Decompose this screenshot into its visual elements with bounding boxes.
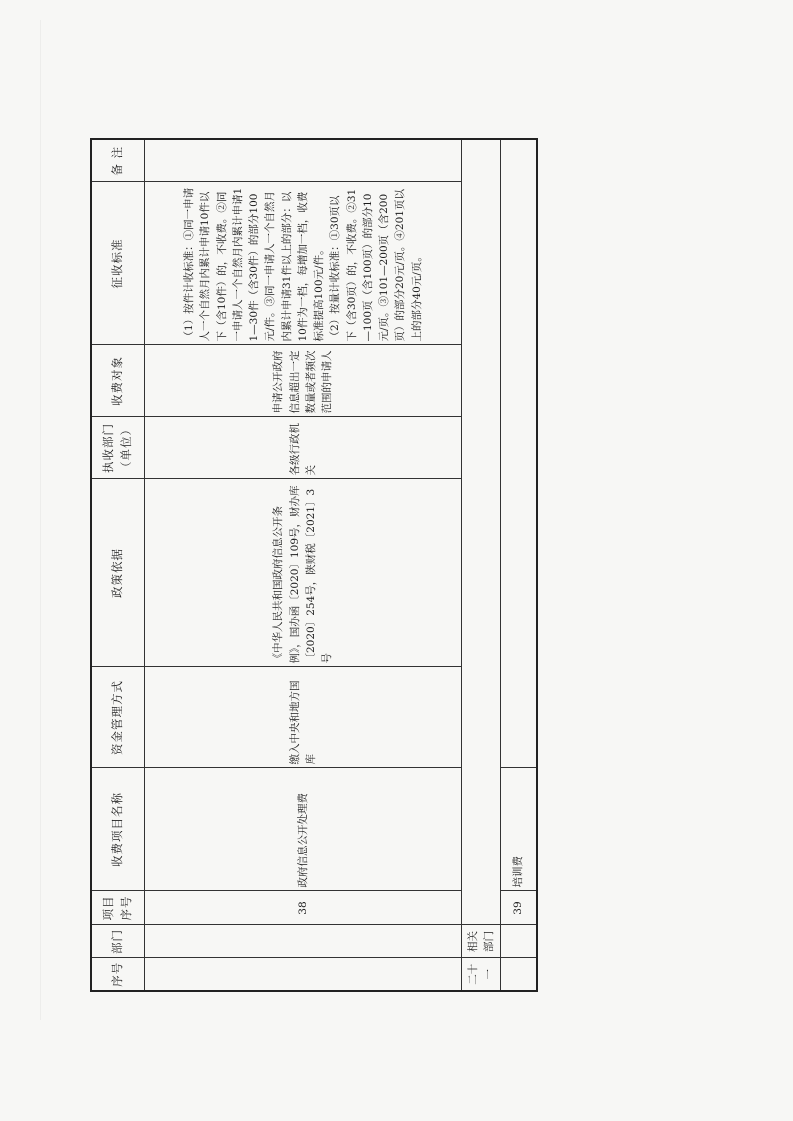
cell-item-seq: 38	[145, 891, 462, 925]
header-seq: 序号	[91, 958, 145, 991]
cell-section-dept: 相关部门	[462, 925, 501, 958]
header-row	[91, 139, 145, 991]
cell-item-name-39: 培训费	[501, 768, 538, 891]
header-standard: 征收标准	[91, 182, 145, 345]
cell-payer: 申请公开政府信息超出一定数量或者频次范围的申请人	[145, 345, 462, 417]
header-exec-unit: 执收部门（单位）	[91, 417, 145, 479]
cell-exec-unit: 各级行政机关	[145, 417, 462, 479]
cell-section-seq: 二十一	[462, 958, 501, 991]
cell-item-seq-39: 39	[501, 891, 538, 925]
header-item-name: 收费项目名称	[91, 768, 145, 891]
rotated-table-wrapper	[90, 140, 527, 992]
table-row-39	[501, 139, 538, 991]
standard-per-item: （1）按件计收标准：①同一申请人一个自然月内累计申请10件以下（含10件）的，不收费。②同一申请人一个自然月内累计申请11—30件（含30件）的部分100元/件。③同一申请人一个自然月内累计申请31件以上的部分：以10件为一档，每增加一档，收费标准提高100元/件。	[183, 187, 326, 342]
header-dept: 部门	[91, 925, 145, 958]
cell-dept-39	[501, 925, 538, 958]
cell-rest-39	[501, 139, 538, 768]
cell-section-empty	[462, 139, 501, 925]
fee-table	[90, 138, 538, 992]
cell-policy: 《中华人民共和国政府信息公开条例》，国办函〔2020〕109号，财办库〔2020〕254号，陕财税〔2021〕3号	[145, 479, 462, 667]
cell-dept	[145, 925, 462, 958]
table-row-section-21	[462, 139, 501, 991]
cell-seq-39	[501, 958, 538, 991]
header-policy: 政策依据	[91, 479, 145, 667]
cell-fund-mgmt: 缴入中央和地方国库	[145, 667, 462, 768]
header-remarks: 备 注	[91, 139, 145, 182]
header-fund-mgmt: 资金管理方式	[91, 667, 145, 768]
cell-seq	[145, 958, 462, 991]
table-row-38	[145, 139, 462, 991]
cell-standard	[145, 182, 462, 345]
header-item-seq: 项目序号	[91, 891, 145, 925]
cell-remarks	[145, 139, 462, 182]
cell-item-name: 政府信息公开处理费	[145, 768, 462, 891]
scan-fold-shadow	[40, 20, 41, 1020]
header-payer: 收费对象	[91, 345, 145, 417]
standard-per-page: （2）按量计收标准：①30页以下（含30页）的，不收费。②31—100页（含100页）的部分10元/页。③101—200页（含200页）的部分20元/页。④201页以上的部分40元/页。	[329, 188, 423, 342]
